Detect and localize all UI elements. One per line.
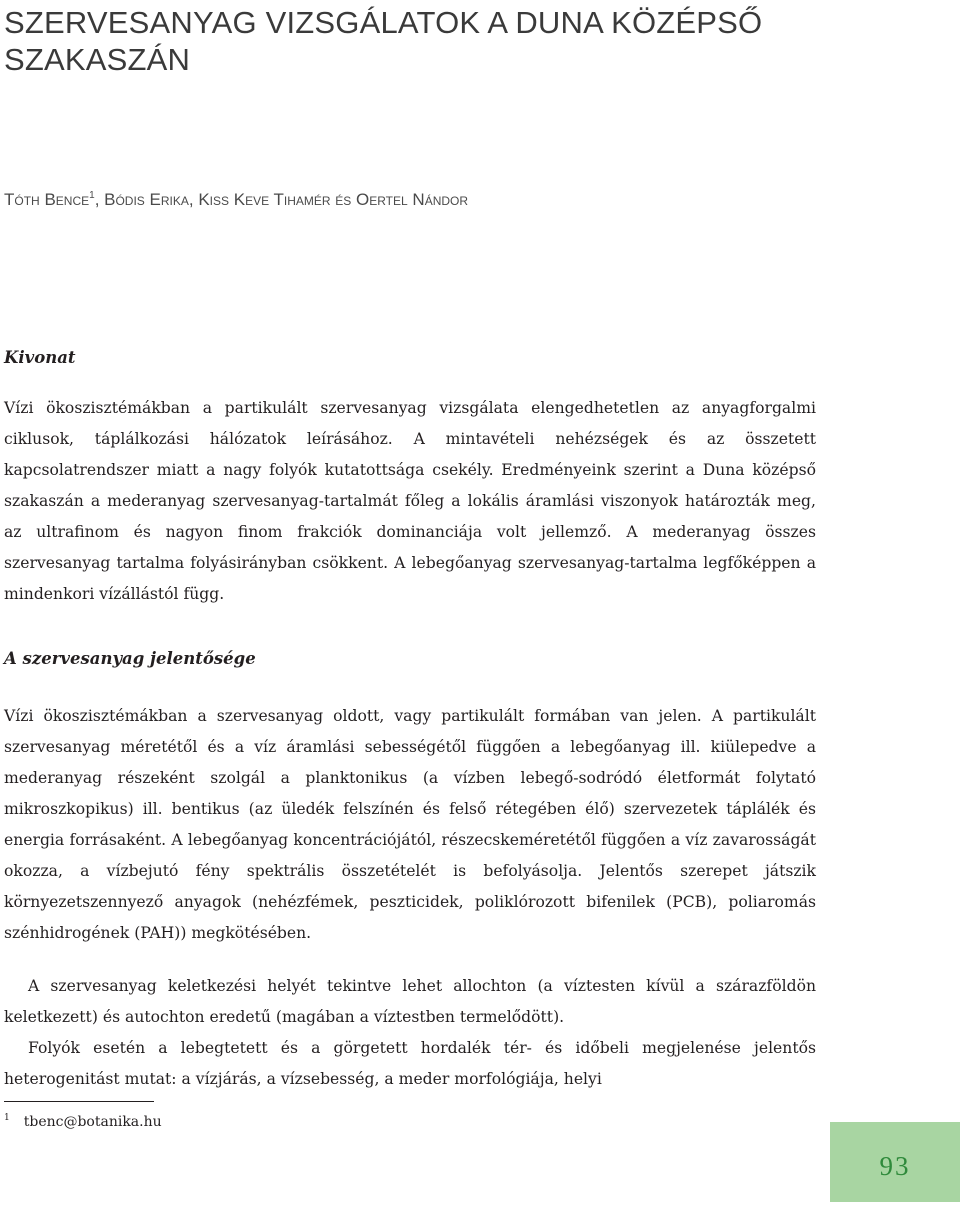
body-paragraph-1: Vízi ökoszisztémákban a szervesanyag oldott, vagy partikulált formában van jelen. A partikulált szervesanyag méretétől és a víz áramlási sebességétől függően a lebegőanyag ill. kiülepedve a mederanyag részeként szolgál a planktonikus (a vízben lebegő-sodródó életformát folytató mikroszkopikus) ill. bentikus (az üledék felszínén és felső rétegében élő) szervezetek táplálék és energia forrásaként. A lebegőanyag koncentrációjától, részecskeméretétől függően a víz zavarosságát okozza, a vízbejutó fény spektrális összetételét is befolyásolja. Jelentős szerepet játszik környezetszennyező anyagok (nehézfémek, peszticidek, poliklórozott bifenilek (PCB), poliaromás szénhidrogének (PAH)) megkötésében.: [4, 707, 816, 942]
page-number-box: [830, 1122, 960, 1202]
body-paragraph-3: Folyók esetén a lebegtetett és a görgetett hordalék tér- és időbeli megjelenése jelentős heterogenitást mutat: a vízjárás, a vízsebesség, a meder morfológiája, helyi: [4, 1039, 816, 1088]
footnote-marker: 1: [89, 190, 95, 201]
abstract-text: Vízi ökoszisztémákban a partikulált szervesanyag vizsgálata elengedhetetlen az anyagforgalmi ciklusok, táplálkozási hálózatok leírásához. A mintavételi nehézségek és az összetett kapcsolatrendszer miatt a nagy folyók kutatottsága csekély. Eredményeink szerint a Duna középső szakaszán a mederanyag szervesanyag-tartalmát főleg a lokális áramlási viszonyok határozták meg, az ultrafinom és nagyon finom frakciók dominanciája volt jellemző. A mederanyag összes szervesanyag tartalma folyásirányban csökkent. A lebegőanyag szervesanyag-tartalma legfőképpen a mindenkori vízállástól függ.: [4, 399, 816, 603]
article-title: SZERVESANYAG VIZSGÁLATOK A DUNA KÖZÉPSŐ SZAKASZÁN: [4, 5, 763, 77]
co-authors: , Bódis Erika, Kiss Keve Tihamér és Oertel Nándor: [94, 190, 469, 209]
body-paragraph-2: A szervesanyag keletkezési helyét tekintve lehet allochton (a víztesten kívül a szárazföldön keletkezett) és autochton eredetű (magában a víztestben termelődött).: [4, 977, 816, 1026]
abstract-heading: Kivonat: [4, 348, 76, 367]
footnote-number: 1: [4, 1113, 10, 1123]
footnote-email: tbenc@botanika.hu: [23, 1114, 162, 1130]
first-author: Tóth Bence: [4, 190, 90, 209]
footnote-divider: [4, 1101, 154, 1102]
page-number: 93: [879, 1150, 911, 1181]
footnote: [4, 1108, 162, 1132]
author-line: [4, 184, 468, 212]
section-heading: A szervesanyag jelentősége: [4, 649, 256, 668]
